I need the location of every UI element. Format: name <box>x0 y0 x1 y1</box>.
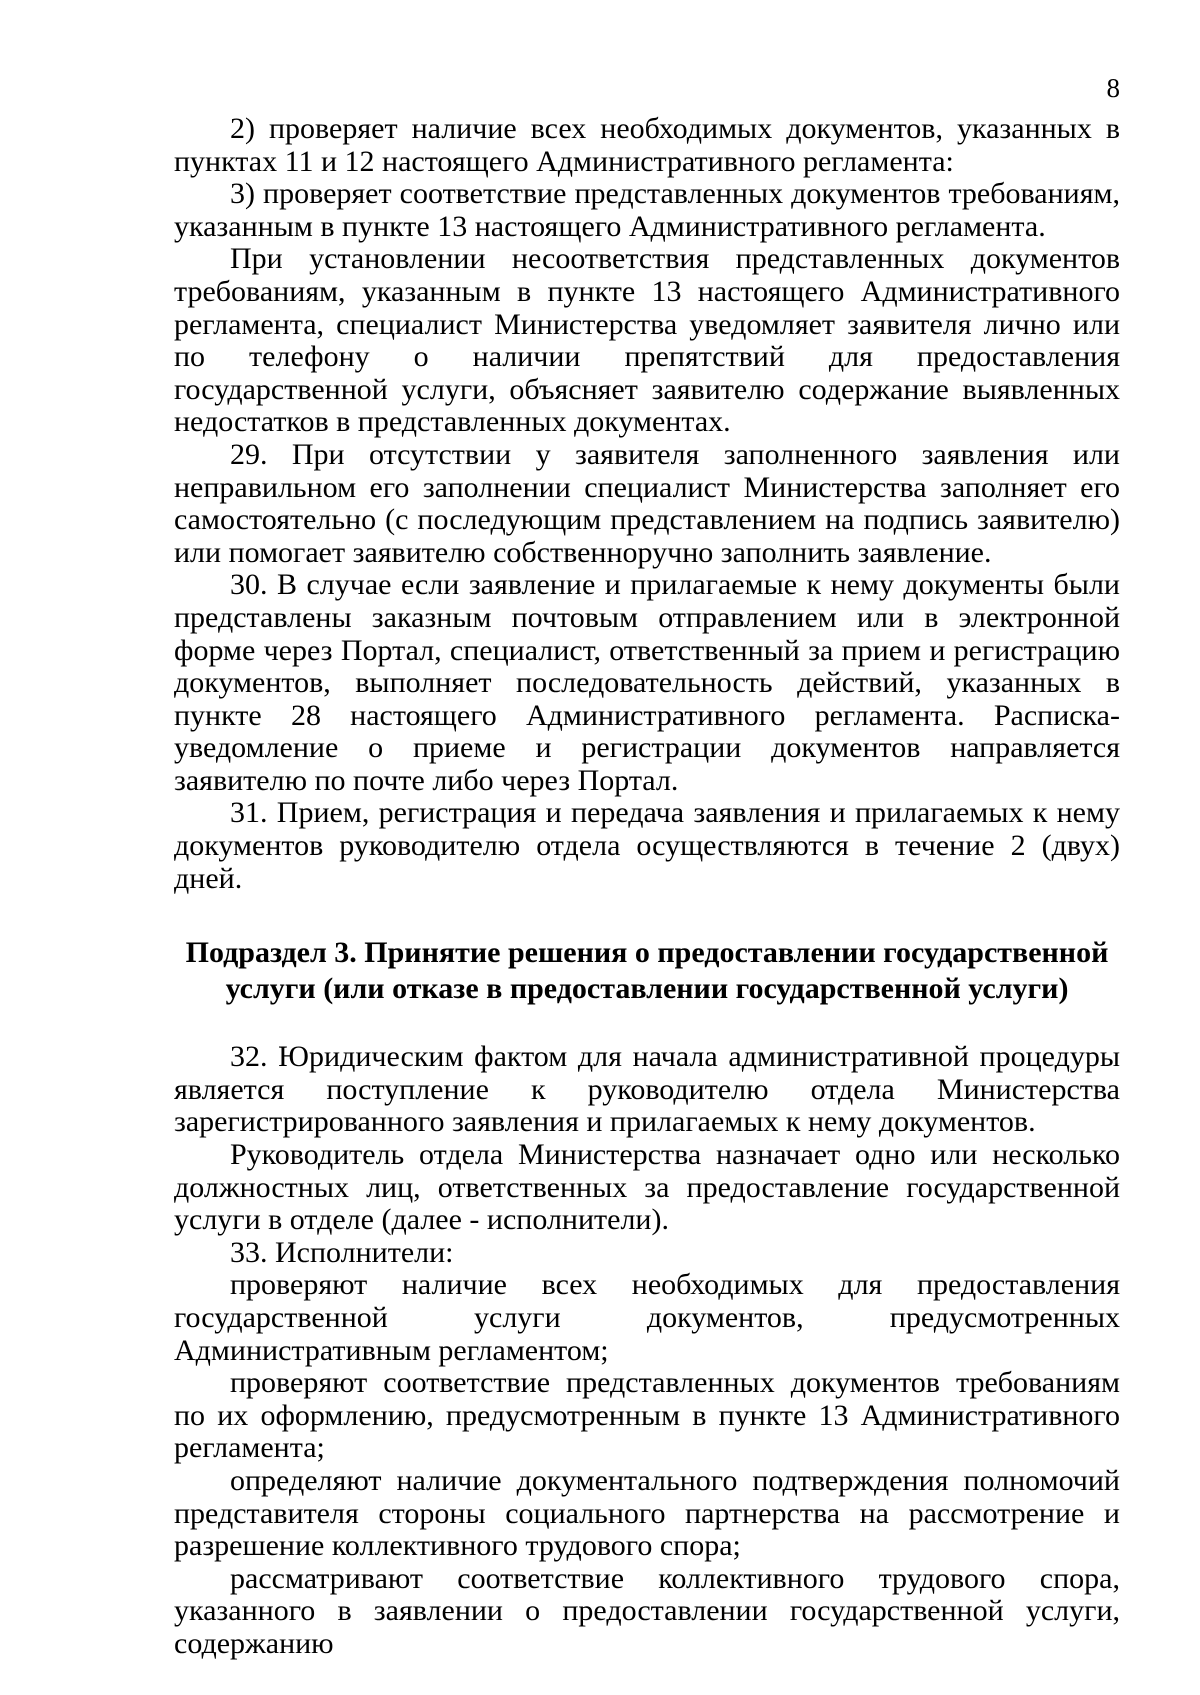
paragraph-33: 33. Исполнители: <box>230 1235 454 1269</box>
section-heading <box>174 935 1120 1007</box>
paragraph-check-authority: определяют наличие документального подтверждения полномочий представителя стороны социального партнерства на рассмотрение и разрешение коллективного трудового спора; <box>174 1463 1120 1563</box>
paragraph-nonconformity: При установлении несоответствия представленных документов требованиям, указанным в пункте 13 настоящего Административного регламента, специалист Министерства уведомляет заявителя лично или по телефону о наличии препятствий для предоставления государственной услуги, объясняет заявителю содержание выявленных недостатков в представленных документах. <box>174 242 1120 439</box>
section-heading-line-2: услуги (или отказе в предоставлении государственной услуги) <box>225 972 1069 1006</box>
paragraph-check-requirements: проверяют соответствие представленных документов требованиям по их оформлению, предусмотренным в пункте 13 Административного регламента; <box>174 1366 1120 1465</box>
section-heading-line-1: Подраздел 3. Принятие решения о предоставлении государственной <box>185 936 1109 970</box>
paragraph-executors-assignment: Руководитель отдела Министерства назначает одно или несколько должностных лиц, ответственных за предоставление государственной услуги в отделе (далее - исполнители). <box>174 1138 1120 1237</box>
paragraph-check-documents: проверяют наличие всех необходимых для предоставления государственной услуги документов, предусмотренных Административным регламентом; <box>174 1268 1120 1367</box>
paragraph-review-dispute: рассматривают соответствие коллективного трудового спора, указанного в заявлении о предоставлении государственной услуги, содержанию <box>174 1561 1120 1660</box>
paragraph-31: 31. Прием, регистрация и передача заявления и прилагаемых к нему документов руководителю отдела осуществляются в течение 2 (двух) дней. <box>174 796 1120 895</box>
paragraph-30: 30. В случае если заявление и прилагаемые к нему документы были представлены заказным почтовым отправлением или в электронной форме через Портал, специалист, ответственный за прием и регистрацию документов, выполняет последовательность действий, указанных в пункте 28 настоящего Административного регламента. Расписка-уведомление о приеме и регистрации документов направляется заявителю по почте либо через Портал. <box>174 568 1120 797</box>
paragraph-item-3: 3) проверяет соответствие представленных документов требованиям, указанным в пункте 13 настоящего Административного регламента. <box>174 177 1120 243</box>
page-number: 8 <box>1106 73 1120 103</box>
paragraph-29: 29. При отсутствии у заявителя заполненного заявления или неправильном его заполнении специалист Министерства заполняет его самостоятельно (с последующим представлением на подпись заявителю) или помогает заявителю собственноручно заполнить заявление. <box>174 437 1120 569</box>
document-body <box>174 113 1120 1661</box>
paragraph-item-2: 2) проверяет наличие всех необходимых документов, указанных в пунктах 11 и 12 настоящего Административного регламента: <box>174 112 1120 178</box>
paragraph-32: 32. Юридическим фактом для начала административной процедуры является поступление к руководителю отдела Министерства зарегистрированного заявления и прилагаемых к нему документов. <box>174 1040 1120 1139</box>
